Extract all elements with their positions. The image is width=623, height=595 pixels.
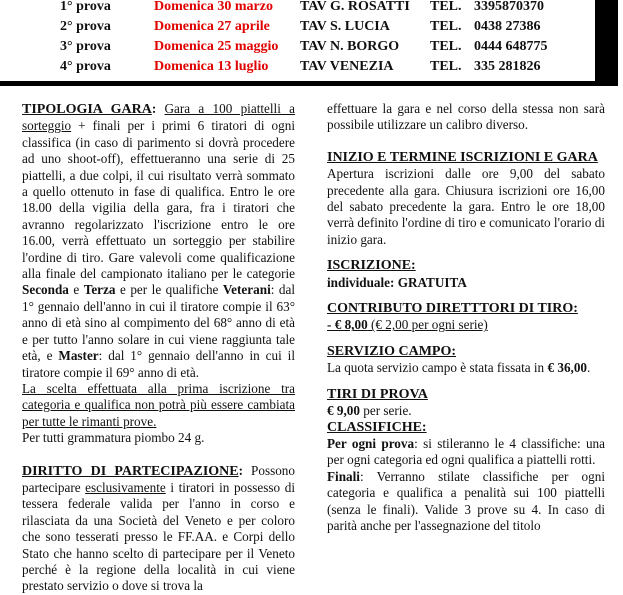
contributo-heading: CONTRIBUTO DIRETTTORI DI TIRO: bbox=[327, 301, 578, 317]
scelta-note: La scelta effettuata alla prima iscrizione tra categoria e qualifica non potrà più essere cambiata per tutte le rimanti prove. bbox=[22, 380, 295, 429]
contributo-amount: - € 8,00 bbox=[327, 317, 368, 333]
spacer bbox=[22, 447, 295, 463]
diritto-heading: DIRITTO DI PARTECIPAZIONE bbox=[22, 463, 239, 479]
prova-venue: TAV N. BORGO bbox=[300, 39, 400, 54]
iscrizione-text: individuale: GRATUITA bbox=[327, 274, 467, 290]
inizio-heading: INIZIO E TERMINE ISCRIZIONI E GARA bbox=[327, 149, 598, 165]
tiri-text: € 9,00 per serie. bbox=[327, 403, 412, 419]
tipologia-gara-paragraph: TIPOLOGIA GARA: Gara a 100 piattelli a sorteggio + finali per i primi 6 tiratori di ogni classifica (in caso di parimento si dovrà procedere ad uno shoot-off), effettueranno una serie di 25 piattelli, a due colpi, il cui risultato verrà sommato a quello ottenuto in fase di qualifica. Entro le ore 18.00 della vigilia della gara, fra i tiratori che avranno regolarizzato l'iscrizione entro le ore 16.00, verrà effettuato un sorteggio per stabilire l'ordine di tiro. Gare valevoli come qualificazione alla finale del campionato italiano per le categorie Seconda e Terza e per le qualifiche Veterani: dal 1° gennaio dell'anno in cui il tiratore compie il 63° anno di età sino al compimento del 68° anno di età e per tutto l'anno solare in cui viene raggiunta tale età, e Master: dal 1° gennaio dell'anno in cui il tiratore compie il 69° anno di età. bbox=[22, 101, 295, 380]
tel-label: TEL. bbox=[430, 39, 462, 54]
finali-text: Finali: Verranno stilate classifiche per ogni categoria e qualifica a penalità sui 100 piattelli (senza le finali). Valide 3 prove su 4. In caso di parità anche per l'assegnazione del titolo bbox=[327, 468, 605, 533]
prova-venue: TAV VENEZIA bbox=[300, 59, 394, 74]
prova-venue: TAV S. LUCIA bbox=[300, 19, 390, 34]
prova-venue: TAV G. ROSATTI bbox=[300, 0, 410, 14]
gara-sorteggio-text: Gara a 100 piattelli a sorteggio bbox=[22, 101, 295, 134]
tel-number: 0438 27386 bbox=[474, 19, 541, 34]
spacer bbox=[327, 134, 605, 150]
iscrizione-heading: ISCRIZIONE: bbox=[327, 258, 416, 274]
prova-date: Domenica 25 maggio bbox=[154, 39, 279, 54]
tel-label: TEL. bbox=[430, 19, 462, 34]
tel-label: TEL. bbox=[430, 59, 462, 74]
left-column bbox=[22, 101, 295, 595]
servizio-heading: SERVIZIO CAMPO: bbox=[327, 343, 457, 359]
contributo-text: - € 8,00 (€ 2,00 per ogni serie) bbox=[327, 317, 488, 333]
tiri-heading: TIRI DI PROVA bbox=[327, 386, 428, 402]
veterani-label: Veterani bbox=[222, 282, 271, 298]
schedule-table bbox=[0, 0, 618, 86]
esclusivamente-text: esclusivamente bbox=[85, 479, 166, 495]
prova-date: Domenica 13 luglio bbox=[154, 59, 269, 74]
schedule-table-inner bbox=[0, 0, 596, 82]
seconda-label: Seconda bbox=[22, 282, 69, 298]
servizio-text: La quota servizio campo è stata fissata in € 36,00. bbox=[327, 360, 591, 376]
spacer bbox=[327, 334, 605, 344]
master-label: Master bbox=[58, 348, 99, 364]
prova-label: 1° prova bbox=[60, 0, 111, 14]
tel-label: TEL. bbox=[430, 0, 462, 14]
prova-date: Domenica 27 aprile bbox=[154, 19, 270, 34]
grammatura-note: Per tutti grammatura piombo 24 g. bbox=[22, 430, 205, 446]
spacer bbox=[327, 291, 605, 301]
terza-label: Terza bbox=[83, 282, 116, 298]
tel-number: 3395870370 bbox=[474, 0, 544, 14]
spacer bbox=[327, 248, 605, 258]
prova-label: 2° prova bbox=[60, 19, 111, 34]
inizio-text: Apertura iscrizioni dalle ore 9,00 del sabato precedente alla gara. Chiusura iscrizioni ore 16,00 del sabato precedente la gara. Entro le ore 18,00 verrà definito l'ordine di tiro e comunicato l'orario di inizio gara. bbox=[327, 166, 605, 247]
spacer bbox=[327, 377, 605, 387]
per-ogni-prova-text: Per ogni prova: si stileranno le 4 classifiche: una per ogni categoria ed ogni qualifica a piattelli rotti. bbox=[327, 435, 605, 468]
tiri-amount: € 9,00 bbox=[327, 403, 360, 419]
prova-date: Domenica 30 marzo bbox=[154, 0, 273, 14]
right-column bbox=[327, 101, 605, 534]
prova-label: 3° prova bbox=[60, 39, 111, 54]
classifiche-heading: CLASSIFICHE: bbox=[327, 419, 427, 435]
diritto-paragraph: DIRITTO DI PARTECIPAZIONE: Possono partecipare esclusivamente i tiratori in possesso di tessera federale valida per l'anno in corso e rilasciata da una Società del Veneto e per coloro che sono tesserati presso le FF.AA. e Corpi dello Stato che hanno scelto di partecipare per il Veneto perché è la regione della località in cui viene prestato servizio o dove si trova la bbox=[22, 462, 295, 594]
tipologia-gara-heading: TIPOLOGIA GARA bbox=[22, 102, 152, 117]
prova-label: 4° prova bbox=[60, 59, 111, 74]
servizio-amount: € 36,00 bbox=[547, 360, 588, 376]
calibro-continuation: effettuare la gara e nel corso della stessa non sarà possibile utilizzare un calibro diverso. bbox=[327, 101, 605, 133]
tel-number: 335 281826 bbox=[474, 59, 541, 74]
tel-number: 0444 648775 bbox=[474, 39, 548, 54]
